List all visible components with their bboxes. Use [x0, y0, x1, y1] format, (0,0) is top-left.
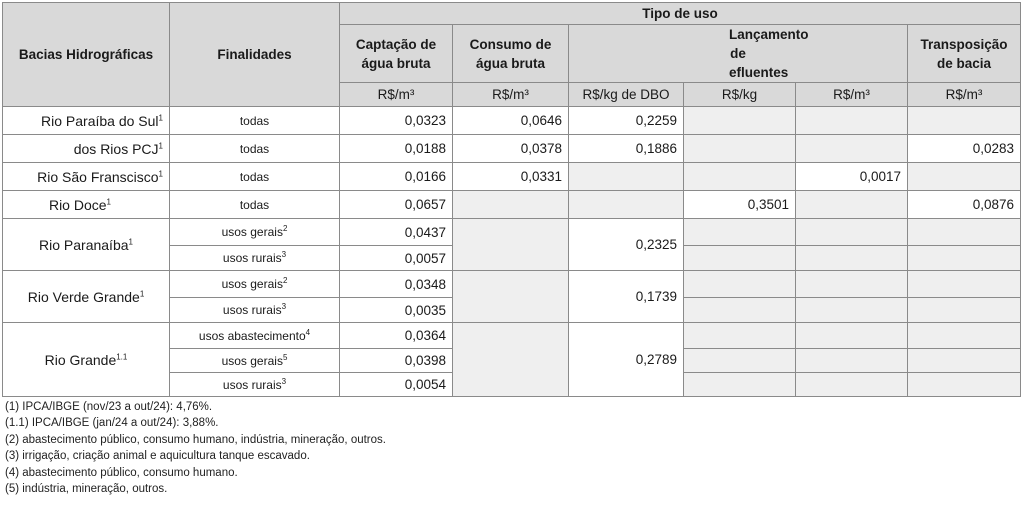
basin-name: Rio São Franscisco$^1$	[3, 163, 170, 191]
dbo-cell: 0,2259	[569, 107, 684, 135]
dbo-cell: 0,2789	[569, 323, 684, 397]
header-captacao: Captação de água bruta	[340, 25, 453, 83]
consumo-cell: 0,0646	[453, 107, 569, 135]
kg-cell	[684, 219, 796, 246]
consumo-cell	[453, 271, 569, 323]
dbo-cell: 0,1886	[569, 135, 684, 163]
captacao-cell: 0,0188	[340, 135, 453, 163]
consumo-cell	[453, 323, 569, 397]
finalidade-cell: usos rurais$^3$	[170, 246, 340, 271]
dbo-cell: 0,1739	[569, 271, 684, 323]
transposicao-cell	[908, 323, 1021, 349]
transposicao-cell: 0,0876	[908, 191, 1021, 219]
kg-cell: 0,3501	[684, 191, 796, 219]
transposicao-cell	[908, 163, 1021, 191]
finalidade-cell: todas	[170, 163, 340, 191]
m3-cell	[796, 135, 908, 163]
unit-captacao: R$/m³	[340, 83, 453, 107]
m3-cell	[796, 219, 908, 246]
unit-transposicao: R$/m³	[908, 83, 1021, 107]
kg-cell	[684, 349, 796, 373]
kg-cell	[684, 323, 796, 349]
table-row	[3, 323, 1021, 349]
unit-kg: R$/kg	[684, 83, 796, 107]
footnote: (3) irrigação, criação animal e aquicultura tanque escavado.	[5, 450, 310, 463]
transposicao-cell	[908, 107, 1021, 135]
transposicao-cell	[908, 219, 1021, 246]
unit-consumo: R$/m³	[453, 83, 569, 107]
table-row	[3, 107, 1021, 135]
kg-cell	[684, 271, 796, 298]
consumo-cell	[453, 219, 569, 271]
m3-cell	[796, 271, 908, 298]
dbo-cell: 0,2325	[569, 219, 684, 271]
dbo-cell	[569, 163, 684, 191]
m3-cell	[796, 298, 908, 323]
finalidade-cell: usos abastecimento$^4$	[170, 323, 340, 349]
dbo-cell	[569, 191, 684, 219]
kg-cell	[684, 298, 796, 323]
header-lancamento: Lançamento de efluentes	[569, 25, 908, 83]
footnote: (4) abastecimento público, consumo humano.	[5, 466, 238, 479]
unit-m3: R$/m³	[796, 83, 908, 107]
m3-cell	[796, 107, 908, 135]
basin-name: Rio Verde Grande$^1$	[3, 271, 170, 323]
m3-cell	[796, 323, 908, 349]
footnote: (1) IPCA/IBGE (nov/23 a out/24): 4,76%.	[5, 401, 213, 413]
table-row	[3, 191, 1021, 219]
finalidade-cell: usos gerais$^2$	[170, 271, 340, 298]
consumo-cell: 0,0378	[453, 135, 569, 163]
captacao-cell: 0,0437	[340, 219, 453, 246]
transposicao-cell: 0,0283	[908, 135, 1021, 163]
kg-cell	[684, 135, 796, 163]
transposicao-cell	[908, 246, 1021, 271]
kg-cell	[684, 107, 796, 135]
basin-name: Rio Doce$^1$	[3, 191, 170, 219]
consumo-cell: 0,0331	[453, 163, 569, 191]
transposicao-cell	[908, 271, 1021, 298]
m3-cell	[796, 349, 908, 373]
captacao-cell: 0,0054	[340, 373, 453, 397]
transposicao-cell	[908, 373, 1021, 397]
consumo-cell	[453, 191, 569, 219]
captacao-cell: 0,0035	[340, 298, 453, 323]
basin-name: Rio Paraíba do Sul$^1$	[3, 107, 170, 135]
header-transposicao: Transposição de bacia	[908, 25, 1021, 83]
m3-cell	[796, 246, 908, 271]
basin-name: dos Rios PCJ$^1$	[3, 135, 170, 163]
transposicao-cell	[908, 298, 1021, 323]
captacao-cell: 0,0057	[340, 246, 453, 271]
table-row	[3, 271, 1021, 298]
finalidade-cell: usos rurais$^3$	[170, 298, 340, 323]
table-row	[3, 219, 1021, 246]
kg-cell	[684, 373, 796, 397]
finalidade-cell: todas	[170, 135, 340, 163]
basin-name: Rio Paranaíba$^1$	[3, 219, 170, 271]
transposicao-cell	[908, 349, 1021, 373]
captacao-cell: 0,0398	[340, 349, 453, 373]
captacao-cell: 0,0657	[340, 191, 453, 219]
footnote: (2) abastecimento público, consumo humano, indústria, mineração, outros.	[5, 433, 386, 446]
finalidade-cell: usos rurais$^3$	[170, 373, 340, 397]
table-row	[3, 135, 1021, 163]
finalidade-cell: todas	[170, 191, 340, 219]
table-row	[3, 163, 1021, 191]
header-finalidades: Finalidades	[170, 3, 340, 107]
footnotes	[5, 399, 386, 497]
unit-dbo: R$/kg de DBO	[569, 83, 684, 107]
footnote: (1.1) IPCA/IBGE (jan/24 a out/24): 3,88%.	[5, 417, 219, 430]
header-consumo: Consumo de água bruta	[453, 25, 569, 83]
finalidade-cell: usos gerais$^2$	[170, 219, 340, 246]
m3-cell: 0,0017	[796, 163, 908, 191]
captacao-cell: 0,0364	[340, 323, 453, 349]
tariff-table	[2, 2, 1021, 397]
header-bacias: Bacias Hidrográficas	[3, 3, 170, 107]
captacao-cell: 0,0323	[340, 107, 453, 135]
kg-cell	[684, 163, 796, 191]
header-tipo-de-uso: Tipo de uso	[340, 3, 1021, 25]
captacao-cell: 0,0166	[340, 163, 453, 191]
kg-cell	[684, 246, 796, 271]
finalidade-cell: usos gerais$^5$	[170, 349, 340, 373]
basin-name: Rio Grande$^{1.1}$	[3, 323, 170, 397]
finalidade-cell: todas	[170, 107, 340, 135]
footnote: (5) indústria, mineração, outros.	[5, 483, 168, 496]
m3-cell	[796, 373, 908, 397]
m3-cell	[796, 191, 908, 219]
captacao-cell: 0,0348	[340, 271, 453, 298]
